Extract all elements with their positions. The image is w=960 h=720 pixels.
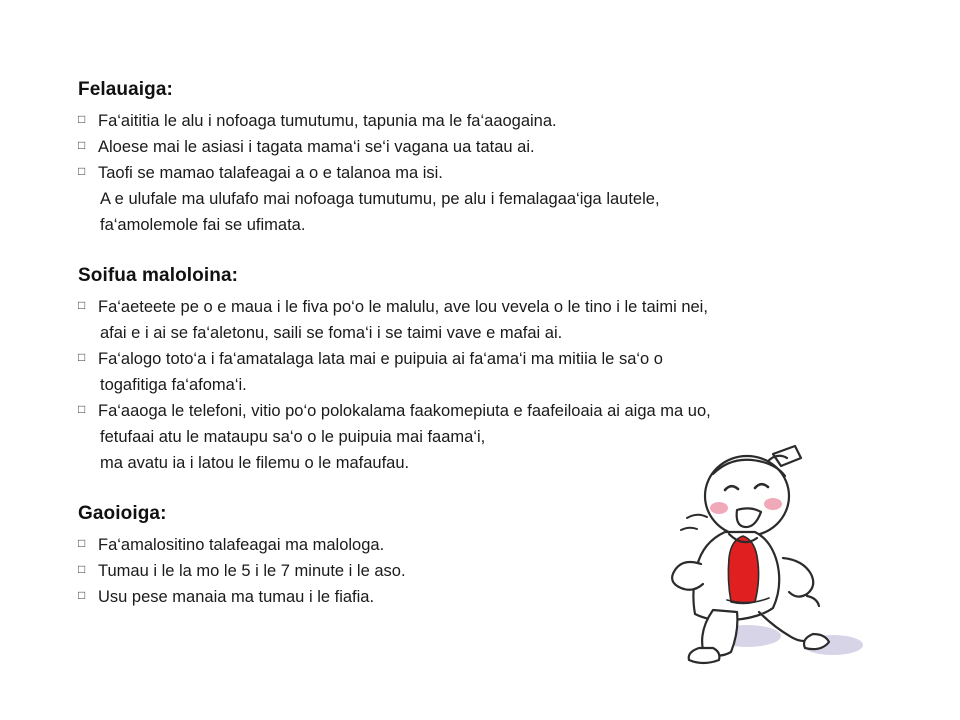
square-bullet-icon: □ <box>78 349 86 364</box>
list-item-continuation: fetufaai atu le mataupu sa‘o o le puipuia mai faama‘i, <box>100 428 486 447</box>
list-item-text: Usu pese manaia ma tumau i le fiafia. <box>98 588 375 607</box>
list-item-text: Taofi se mamao talafeagai a o e talanoa ma isi. <box>98 163 443 182</box>
section-heading: Gaoioiga: <box>78 503 167 525</box>
square-bullet-icon: □ <box>78 402 86 417</box>
square-bullet-icon: □ <box>78 536 86 550</box>
square-bullet-icon: □ <box>78 297 86 312</box>
list-item-continuation: togafitiga fa‘afoma‘i. <box>100 376 247 394</box>
square-bullet-icon: □ <box>78 562 86 577</box>
list-item <box>78 398 898 424</box>
list-item-text: Fa‘aaoga le telefoni, vitio po‘o polokalama faakomepiuta e faafeiloaia ai aiga ma uo, <box>98 402 711 421</box>
list-item <box>78 160 898 186</box>
section-heading: Soifua maloloina: <box>78 265 239 287</box>
list-item-text: Aloese mai le asiasi i tagata mama‘i se‘i vagana ua tatau ai. <box>98 137 535 156</box>
list-item-text: Fa‘aititia le alu i nofoaga tumutumu, tapunia ma le fa‘aaogaina. <box>98 111 557 130</box>
list-item <box>78 134 898 160</box>
section-heading: Felauaiga: <box>78 79 173 100</box>
square-bullet-icon: □ <box>78 137 86 152</box>
list-item-continuation: afai e i ai se fa‘aletonu, saili se foma‘i i se taimi vave e mafai ai. <box>100 323 563 342</box>
list-item <box>78 346 898 372</box>
list-item <box>78 108 898 134</box>
list-item-continuation: A e ulufale ma ulufafo mai nofoaga tumutumu, pe alu i femalagaa‘iga lautele, <box>100 189 660 208</box>
square-bullet-icon: □ <box>78 588 86 603</box>
list-item-text: Fa‘amalositino talafeagai ma malologa. <box>98 536 385 554</box>
list-item-continuation: ma avatu ia i latou le filemu o le mafaufau. <box>100 454 410 473</box>
child-exercising-illustration <box>655 440 915 680</box>
section-felauaiga <box>78 78 898 238</box>
list-item-text: Tumau i le la mo le 5 i le 7 minute i le aso. <box>98 562 406 581</box>
list-item-continuation: fa‘amolemole fai se ufimata. <box>100 216 306 234</box>
list-item-text: Fa‘alogo toto‘a i fa‘amatalaga lata mai e puipuia ai fa‘ama‘i ma mitiia le sa‘o o <box>98 349 663 368</box>
list-item <box>78 294 898 320</box>
square-bullet-icon: □ <box>78 111 86 126</box>
list-item-text: Fa‘aeteete pe o e maua i le fiva po‘o le malulu, ave lou vevela o le tino i le taimi nei, <box>98 297 708 316</box>
square-bullet-icon: □ <box>78 163 86 178</box>
